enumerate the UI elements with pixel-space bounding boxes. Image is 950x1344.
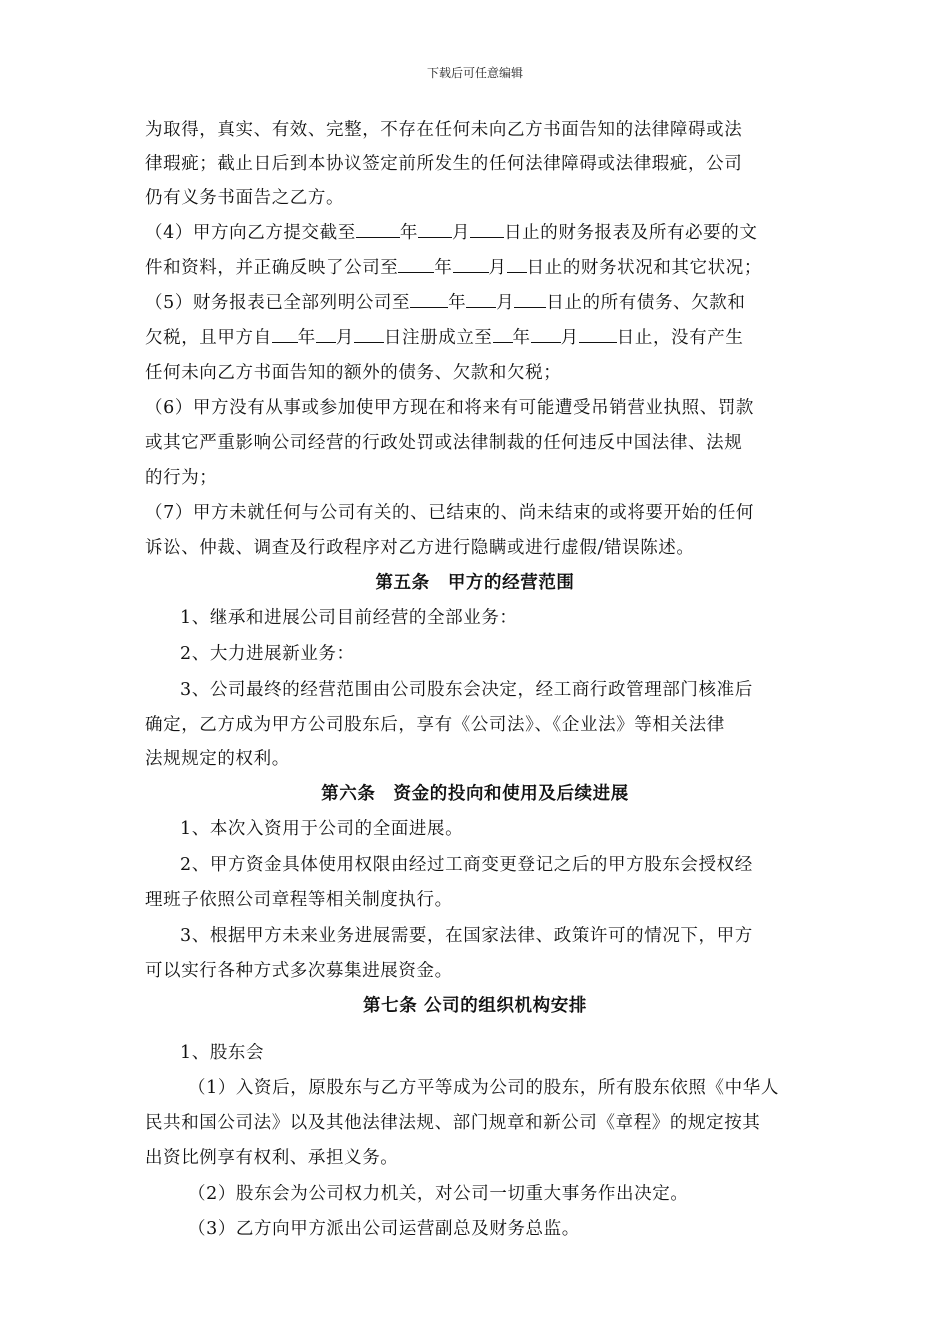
section-heading: 第七条 公司的组织机构安排 <box>363 996 587 1016</box>
text-line: 的行为； <box>145 468 218 488</box>
text-line <box>145 254 762 279</box>
text-line <box>145 219 757 244</box>
blank-field <box>272 327 298 343</box>
text-line: （7）甲方未就任何与公司有关的、已结束的、尚未结束的或将要开始的任何 <box>145 503 755 523</box>
blank-field <box>493 327 513 343</box>
text-segment: 日止的财务状况和其它状况； <box>526 258 762 278</box>
text-segment: 月 <box>488 258 507 278</box>
blank-field <box>531 327 561 343</box>
text-line: 确定，乙方成为甲方公司股东后，享有《公司法》、《企业法》等相关法律 <box>145 715 725 735</box>
text-line: 1、本次入资用于公司的全面进展。 <box>180 819 464 839</box>
text-line: 法规规定的权利。 <box>145 749 290 769</box>
blank-field <box>470 222 504 238</box>
text-segment: 年 <box>448 293 467 313</box>
text-line: 3、公司最终的经营范围由公司股东会决定，经工商行政管理部门核准后 <box>180 680 753 700</box>
blank-field <box>354 327 384 343</box>
text-line: 为取得，真实、有效、完整，不存在任何未向乙方书面告知的法律障碍或法 <box>145 120 743 140</box>
text-segment: 日止的财务报表及所有必要的文 <box>504 223 758 243</box>
text-segment: 月 <box>560 328 579 348</box>
text-line: 1、股东会 <box>180 1043 265 1063</box>
text-line: 2、大力进展新业务： <box>180 644 355 664</box>
text-segment: 欠税，且甲方自 <box>145 328 272 348</box>
blank-field <box>356 222 400 238</box>
page-header: 下载后可任意编辑 <box>426 66 523 80</box>
text-line: 理班子依照公司章程等相关制度执行。 <box>145 890 453 910</box>
text-segment: 日注册成立至 <box>383 328 493 348</box>
text-line: 2、甲方资金具体使用权限由经过工商变更登记之后的甲方股东会授权经 <box>180 855 753 875</box>
blank-field <box>466 292 496 308</box>
text-segment: 月 <box>496 293 515 313</box>
text-segment: 日止的所有债务、欠款和 <box>546 293 746 313</box>
blank-field <box>507 257 527 273</box>
text-segment: 月 <box>451 223 471 243</box>
text-segment: 日止，没有产生 <box>616 328 744 348</box>
text-segment: 月 <box>335 328 354 348</box>
text-line: 出资比例享有权利、承担义务。 <box>145 1148 399 1168</box>
text-segment: 年 <box>297 328 316 348</box>
blank-field <box>398 257 434 273</box>
text-line: （1）入资后，原股东与乙方平等成为公司的股东，所有股东依照《中华人 <box>188 1078 779 1098</box>
text-line: 可以实行各种方式多次募集进展资金。 <box>145 961 453 981</box>
text-line: 1、继承和进展公司目前经营的全部业务： <box>180 608 518 628</box>
blank-field <box>514 292 546 308</box>
text-line <box>145 289 745 314</box>
blank-field <box>453 257 489 273</box>
text-line: （6）甲方没有从事或参加使甲方现在和将来有可能遭受吊销营业执照、罚款 <box>145 398 755 418</box>
text-line: 诉讼、仲裁、调查及行政程序对乙方进行隐瞒或进行虚假/错误陈述。 <box>145 538 695 558</box>
text-line <box>145 324 743 349</box>
text-segment: （4）甲方向乙方提交截至 <box>145 223 356 243</box>
text-line: 任何未向乙方书面告知的额外的债务、欠款和欠税； <box>145 363 562 383</box>
text-segment: 年 <box>512 328 531 348</box>
blank-field <box>579 327 617 343</box>
text-segment: 件和资料，并正确反映了公司至 <box>145 258 399 278</box>
section-heading: 第五条 甲方的经营范围 <box>375 573 575 593</box>
text-line: 律瑕疵；截止日后到本协议签定前所发生的任何法律障碍或法律瑕疵，公司 <box>145 154 743 174</box>
blank-field <box>316 327 336 343</box>
text-line: （3）乙方向甲方派出公司运营副总及财务总监。 <box>188 1219 580 1239</box>
section-heading: 第六条 资金的投向和使用及后续进展 <box>321 784 629 804</box>
blank-field <box>418 222 452 238</box>
blank-field <box>410 292 448 308</box>
text-line: 仍有义务书面告之乙方。 <box>145 188 345 208</box>
text-line: 民共和国公司法》以及其他法律法规、部门规章和新公司《章程》的规定按其 <box>145 1113 761 1133</box>
text-line: 3、根据甲方未来业务进展需要，在国家法律、政策许可的情况下，甲方 <box>180 926 753 946</box>
text-segment: 年 <box>399 223 418 243</box>
text-segment: （5）财务报表已全部列明公司至 <box>145 293 411 313</box>
text-line: （2）股东会为公司权力机关，对公司一切重大事务作出决定。 <box>188 1184 689 1204</box>
text-line: 或其它严重影响公司经营的行政处罚或法律制裁的任何违反中国法律、法规 <box>145 433 743 453</box>
text-segment: 年 <box>434 258 453 278</box>
